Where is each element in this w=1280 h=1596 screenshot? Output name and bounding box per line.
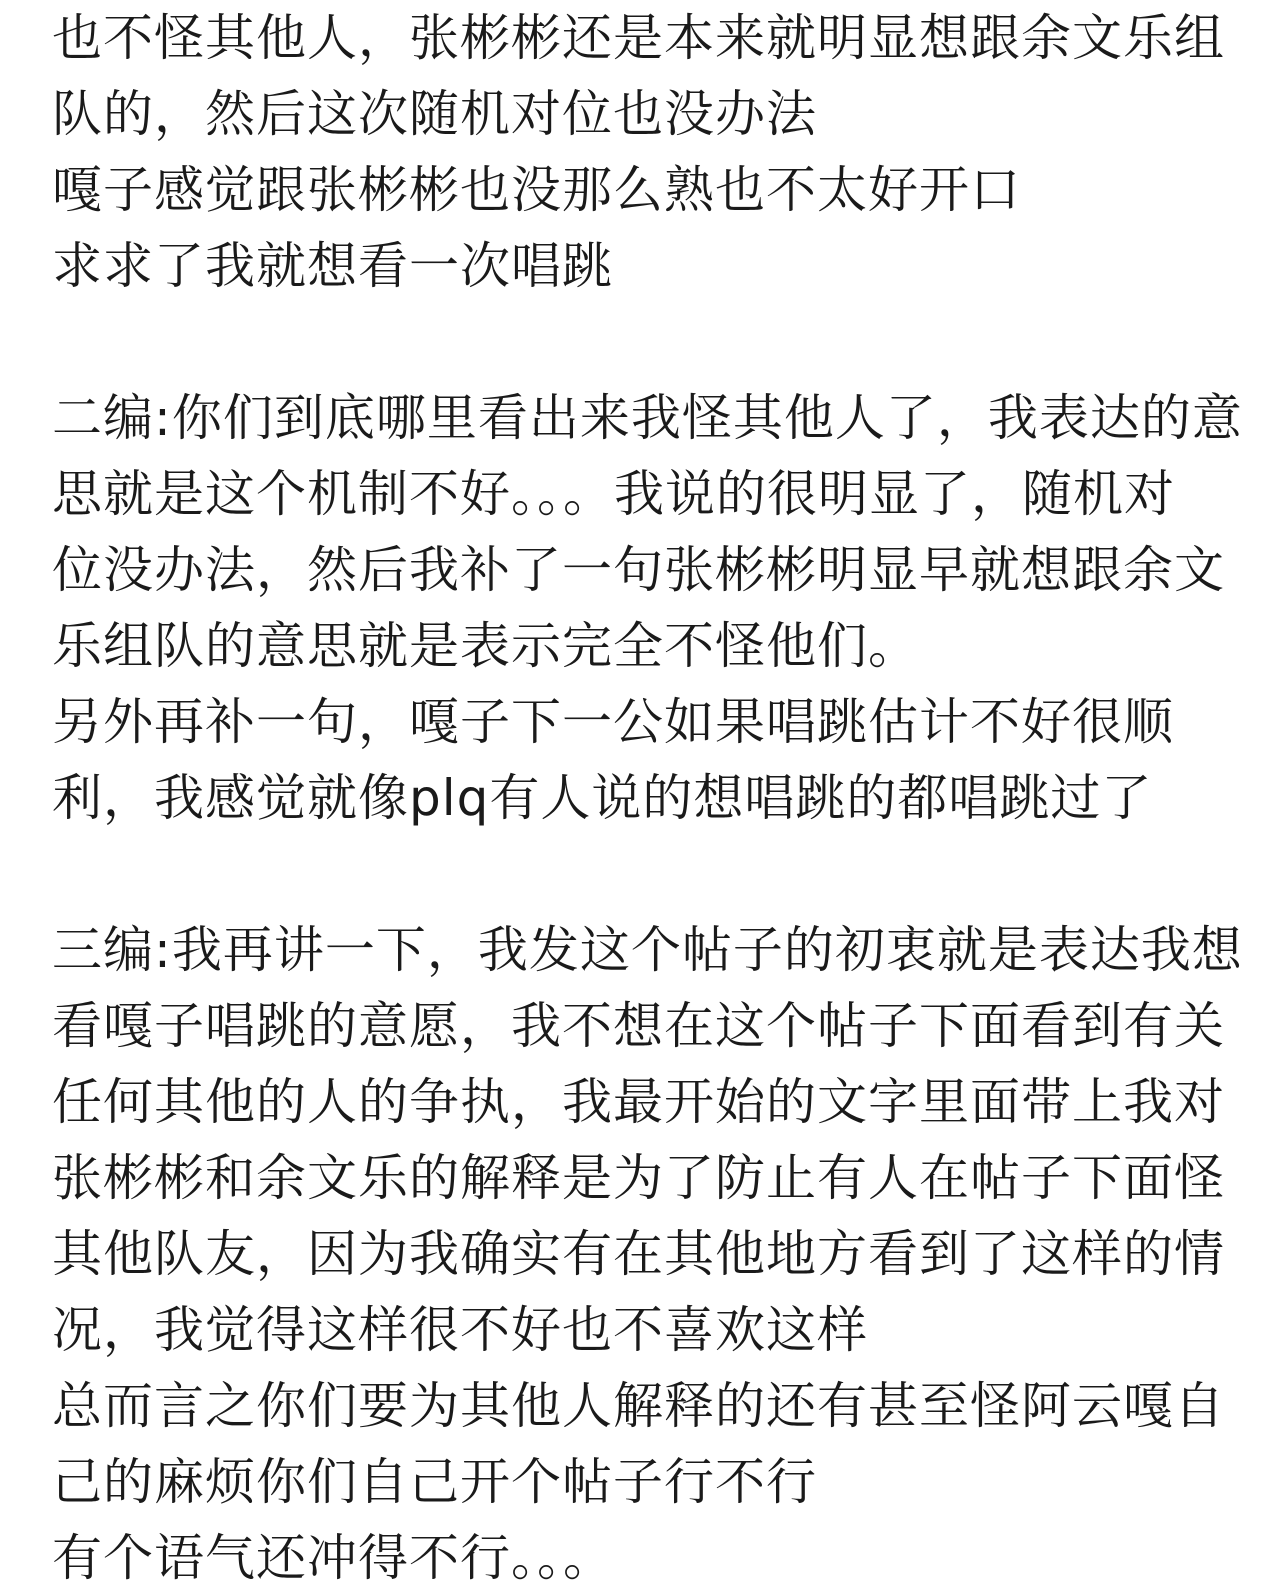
text-line: 任何其他的人的争执，我最开始的文字里面带上我对: [52, 1073, 1225, 1131]
text-line: 位没办法，然后我补了一句张彬彬明显早就想跟余文: [52, 541, 1225, 599]
text-line: 队的，然后这次随机对位也没办法: [52, 85, 817, 143]
text-line: 总而言之你们要为其他人解释的还有甚至怪阿云嘎自: [52, 1377, 1225, 1435]
paragraph-original: [52, 0, 1252, 304]
text-line: 求求了我就想看一次唱跳: [52, 237, 613, 295]
paragraph-gap: [52, 304, 1252, 380]
text-line: 三编:我再讲一下，我发这个帖子的初衷就是表达我想: [52, 921, 1243, 979]
text-line: 看嘎子唱跳的意愿，我不想在这个帖子下面看到有关: [52, 997, 1225, 1055]
text-line: 另外再补一句，嘎子下一公如果唱跳估计不好很顺: [52, 693, 1174, 751]
paragraph-second-edit: [52, 380, 1252, 836]
text-line: 有个语气还冲得不行。。。: [52, 1529, 614, 1587]
paragraph-third-edit: [52, 912, 1252, 1596]
text-line: 况，我觉得这样很不好也不喜欢这样: [52, 1301, 868, 1359]
text-line: 其他队友，因为我确实有在其他地方看到了这样的情: [52, 1225, 1225, 1283]
text-line: 二编:你们到底哪里看出来我怪其他人了，我表达的意: [52, 389, 1243, 447]
text-line: 嘎子感觉跟张彬彬也没那么熟也不太好开口: [52, 161, 1021, 219]
text-line: 也不怪其他人，张彬彬还是本来就明显想跟余文乐组: [52, 9, 1225, 67]
post-body: [52, 0, 1252, 1596]
text-line: 思就是这个机制不好。。。我说的很明显了，随机对: [52, 465, 1175, 523]
text-line: 张彬彬和余文乐的解释是为了防止有人在帖子下面怪: [52, 1149, 1225, 1207]
text-line: 己的麻烦你们自己开个帖子行不行: [52, 1453, 817, 1511]
paragraph-gap: [52, 836, 1252, 912]
text-line: 乐组队的意思就是表示完全不怪他们。: [52, 617, 919, 675]
text-line: 利，我感觉就像plq有人说的想唱跳的都唱跳过了: [52, 769, 1153, 827]
